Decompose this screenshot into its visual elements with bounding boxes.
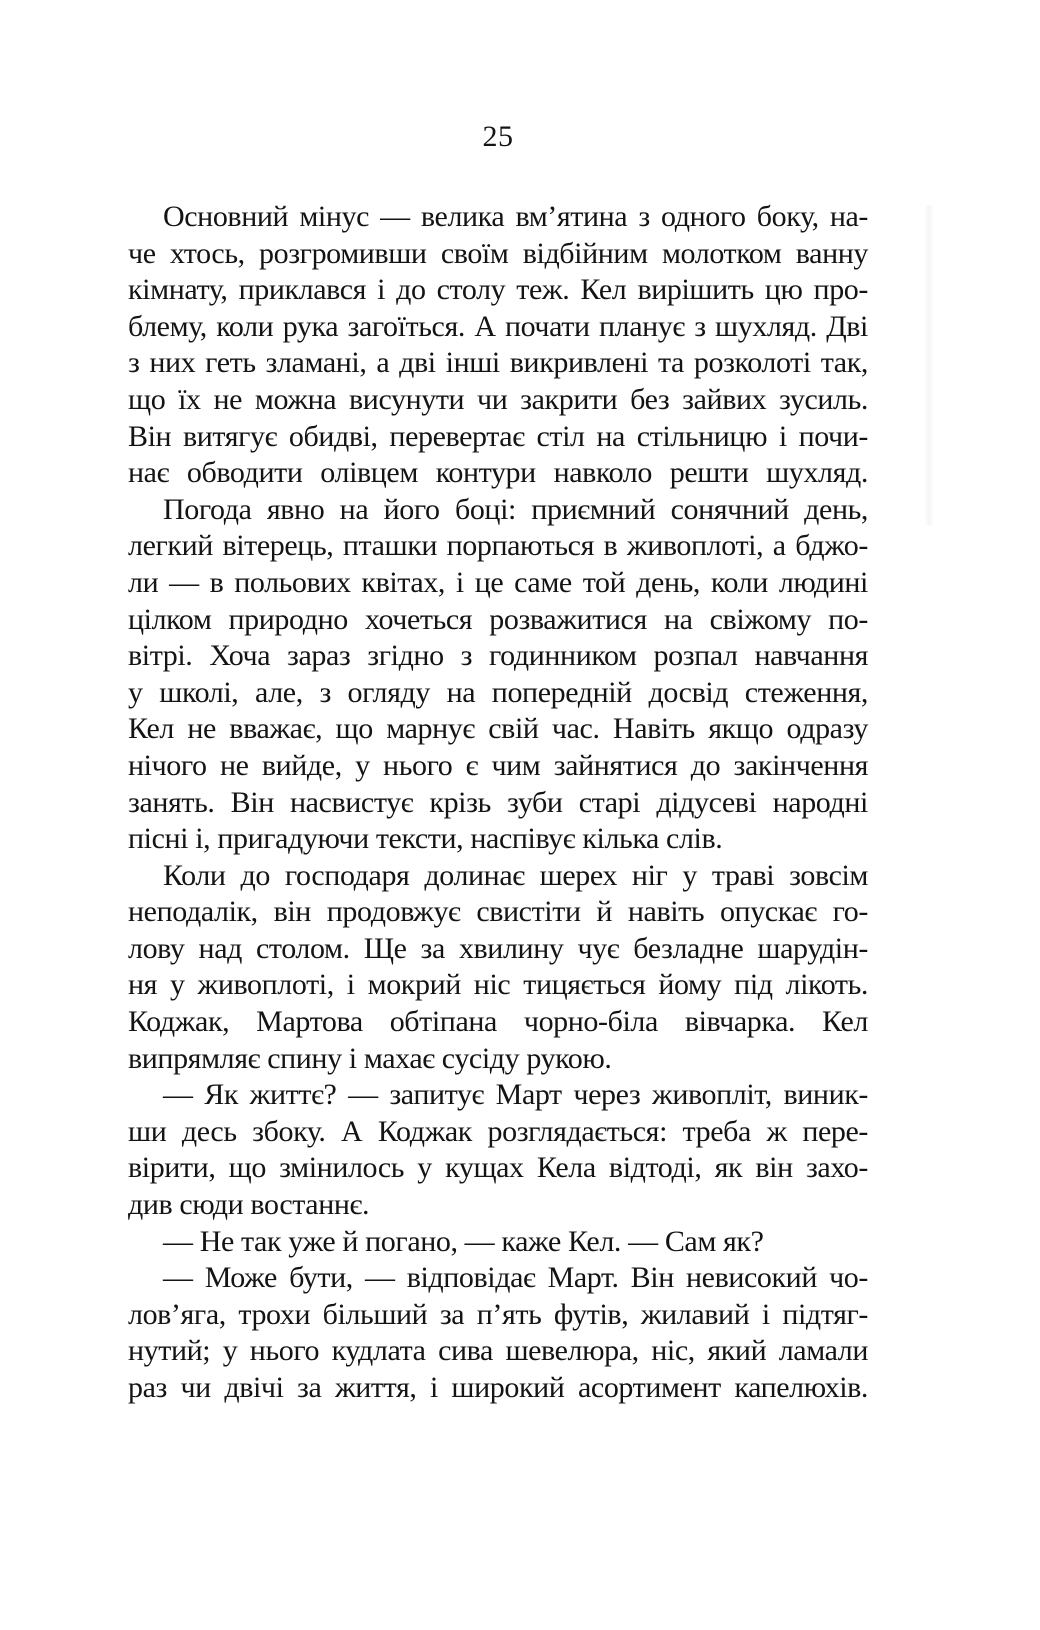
paragraph [128,1077,868,1223]
text-line: нічого не вийде, у нього є чим зайнятися до закінчення [128,748,868,782]
text-line: Коджак, Мартова обтіпана чорно-біла вівчарка. Кел [128,1005,868,1039]
text-line: — Не так уже й погано, — каже Кел. — Сам як? [163,1224,764,1258]
text-line: нутий; у нього кудлата сива шевелюра, ніс, який ламали [128,1334,868,1368]
text-line: ли — в польових квітах, і це саме той день, коли людині [128,565,868,599]
text-line: че хтось, розгромивши своїм відбійним молотком ванну [128,236,868,270]
text-line: нає обводити олівцем контури навколо решти шухляд. [128,456,868,490]
text-line: — Може бути, — відповідає Март. Він невисокий чо- [163,1261,868,1295]
text-line: Коли до господаря долинає шерех ніг у траві зовсім [163,858,868,892]
text-line: див сюди востаннє. [128,1188,370,1222]
text-column [128,199,868,1407]
text-line: що їх не можна висунути чи закрити без зайвих зусиль. [128,382,868,416]
text-line: вітрі. Хоча зараз згідно з годинником розпал навчання [128,639,868,673]
scan-edge-shadow [924,205,934,525]
text-line: лов’яга, трохи більший за п’ять футів, жилавий і підтяг- [128,1297,868,1331]
paragraph [128,1224,868,1261]
text-line: випрямляє спину і махає сусіду рукою. [128,1041,612,1075]
text-line: Основний мінус — велика вм’ятина з одного боку, на- [163,200,868,233]
text-line: раз чи двічі за життя, і широкий асортимент капелюхів. [128,1371,868,1404]
text-line: Кел не вважає, що марнує свій час. Навіть якщо одразу [128,712,868,746]
text-line: цілком природно хочеться розважитися на свіжому по- [128,602,868,636]
text-line: — Як життє? — запитує Март через живопліт, виник- [163,1078,868,1112]
text-line: пісні і, пригадуючи тексти, наспівує кілька слів. [128,822,723,856]
page-number: 25 [482,120,514,153]
text-line: блему, коли рука загоїться. А почати планує з шухляд. Дві [128,309,868,343]
paragraph [128,492,868,858]
text-line: з них геть зламані, а дві інші викривлені та розколоті так, [128,346,868,380]
text-line: кімнату, приклався і до столу теж. Кел вирішить цю про- [128,273,868,307]
text-line: ня у живоплоті, і мокрий ніс тицяється йому під лікоть. [128,968,868,1002]
text-line: у школі, але, з огляду на попередній досвід стеження, [128,675,868,709]
text-line: вірити, що змінилось у кущах Кела відтоді, як він захо- [128,1151,868,1185]
text-line: Погода явно на його боці: приємний сонячний день, [163,492,868,526]
text-line: неподалік, він продовжує свистіти й навіть опускає го- [128,895,868,929]
text-line: ши десь збоку. А Коджак розглядається: треба ж пере- [128,1114,868,1148]
paragraph [128,1260,868,1406]
text-line: лову над столом. Ще за хвилину чує безладне шарудін- [128,931,868,965]
text-line: легкий вітерець, пташки порпаються в живоплоті, а бджо- [128,529,868,563]
paragraph [128,858,868,1078]
paragraph [128,199,868,492]
text-line: занять. Він насвистує крізь зуби старі дідусеві народні [128,785,868,819]
text-line: Він витягує обидві, перевертає стіл на стільницю і почи- [128,419,868,453]
